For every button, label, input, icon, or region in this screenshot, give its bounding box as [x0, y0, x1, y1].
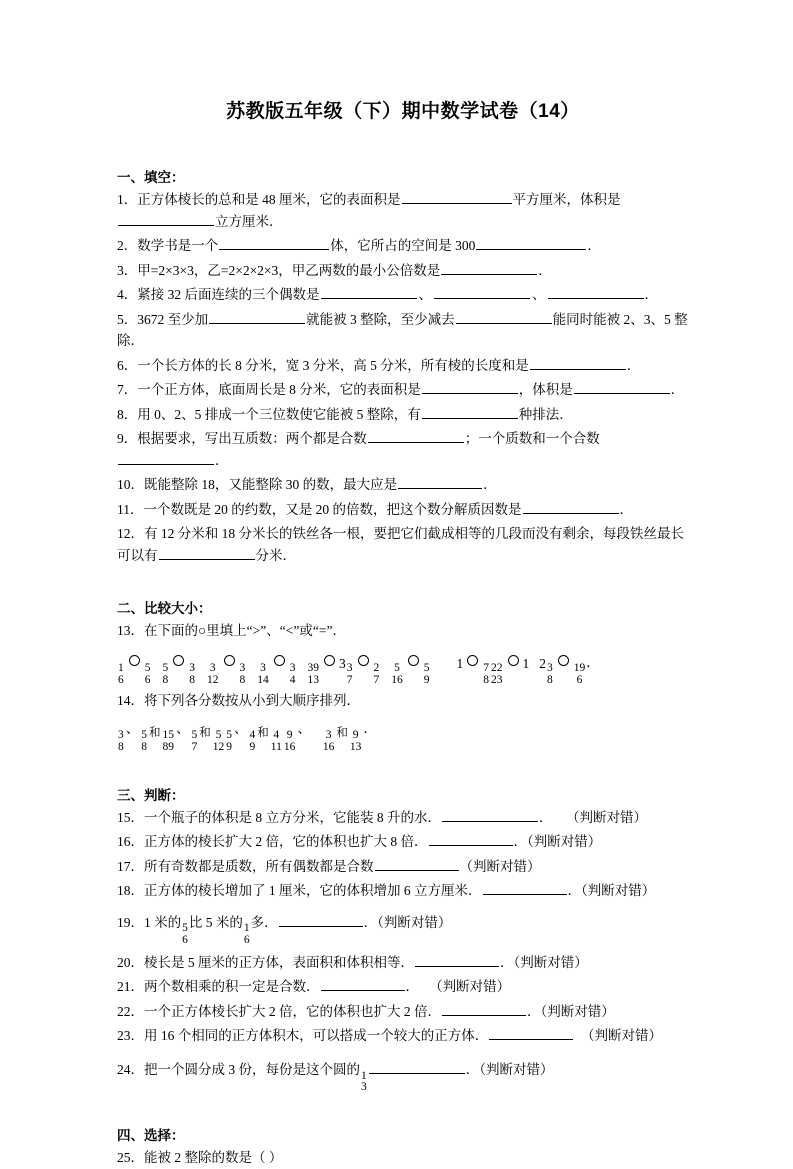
compare-pair-7: [390, 646, 430, 687]
whole-number-1: 1: [456, 655, 464, 671]
compare-pair-3: [206, 646, 246, 687]
order-he-4: 和: [336, 727, 348, 740]
section-heading-fill: 一、填空：: [117, 170, 185, 185]
q25-text: 能被 2 整除的数是（ ）: [144, 1150, 283, 1166]
fraction-3-8-b: 3 8: [239, 662, 246, 687]
question-15: [117, 804, 689, 829]
fraction-4-9-order: 4 9: [249, 729, 256, 753]
fraction-5-6: 5 6: [144, 662, 151, 687]
q5-blank-1[interactable]: [209, 310, 305, 324]
q5-text-b: 就能被 3 整除，至少减去: [306, 311, 455, 327]
q4-text-end: ．: [644, 287, 658, 302]
q13-number: 13．: [117, 623, 144, 638]
compare-pair-2: [162, 646, 197, 687]
compare-circle-5[interactable]: [324, 655, 335, 666]
q1-blank-1[interactable]: [402, 190, 512, 204]
q24-number: 24．: [117, 1061, 144, 1077]
q19-blank[interactable]: [279, 913, 363, 927]
exam-paper: [117, 0, 689, 1169]
question-14-prompt: [117, 687, 689, 712]
q15-text: 一个瓶子的体积是 8 立方分米，它能装 8 升的水．: [144, 809, 441, 825]
fraction-5-9: 5 9: [423, 662, 430, 687]
q15-after: ．: [539, 809, 553, 825]
q9-number: 9．: [117, 431, 138, 446]
q23-tag: （判断对错）: [581, 1028, 662, 1044]
fraction-1-3-q24: 1 3: [361, 1069, 367, 1094]
q19-text-b: 比 5 米的: [188, 914, 243, 930]
fraction-1-6: 1 6: [118, 662, 124, 687]
fraction-5-8-order: 5 8: [141, 729, 147, 753]
q19-tag: （判断对错）: [377, 914, 452, 930]
q21-number: 21．: [117, 979, 144, 995]
q18-text: 正方体的棱长增加了 1 厘米，它的体积增加 6 立方厘米．: [144, 883, 482, 899]
q11-text-b: ．: [619, 501, 633, 517]
q7-number: 7．: [117, 382, 138, 397]
compare-circle-7[interactable]: [408, 655, 419, 666]
question-14-fraction-list: [117, 711, 689, 753]
whole-number-3: 3: [339, 655, 346, 671]
q21-tag: （判断对错）: [429, 979, 511, 995]
fraction-4-11-order: 4 11: [270, 729, 282, 753]
compare-pair-5: [307, 646, 346, 687]
q8-text-a: 用 0、2、5 排成一个三位数使它能被 5 整除，有: [137, 406, 421, 422]
fraction-7-8: 7 8: [483, 662, 489, 687]
q16-blank[interactable]: [429, 832, 513, 846]
compare-circle-2[interactable]: [173, 655, 184, 666]
q22-tag: （判断对错）: [540, 1003, 615, 1019]
q6-text-b: ．: [626, 357, 641, 373]
fraction-9-13-order: 9 13: [349, 729, 362, 753]
q10-text-a: 既能整除 18，又能整除 30 的数，最大应是: [144, 477, 398, 492]
q1-number: 1．: [117, 192, 138, 207]
question-5: [117, 306, 689, 352]
q17-text: 所有奇数都是质数，所有偶数都是合数: [144, 858, 374, 874]
q22-number: 22．: [117, 1003, 144, 1019]
compare-circle-3[interactable]: [224, 655, 235, 666]
compare-pair-4: [256, 646, 296, 687]
compare-circle-4[interactable]: [274, 655, 285, 666]
q20-number: 20．: [117, 954, 144, 970]
compare-pair-6: [346, 646, 381, 687]
fraction-19-6: 19 6: [573, 662, 586, 687]
q22-text: 一个正方体棱长扩大 2 倍，它的体积也扩大 2 倍．: [144, 1003, 441, 1019]
fraction-15-89-order: 15 89: [162, 729, 174, 753]
q12-number: 12．: [117, 526, 144, 541]
q11-number: 11．: [117, 501, 144, 517]
q2-blank-1[interactable]: [219, 236, 329, 250]
q4-number: 4．: [117, 287, 138, 302]
q11-blank-1[interactable]: [523, 500, 619, 514]
q20-text: 棱长是 5 厘米的正方体，表面积和体积相等．: [144, 954, 414, 970]
q18-blank[interactable]: [483, 881, 567, 895]
q4-text-a: 紧接 32 后面连续的三个偶数是: [137, 287, 320, 302]
q16-text: 正方体的棱长扩大 2 倍，它的体积也扩大 8 倍．: [144, 834, 428, 850]
question-21: [117, 973, 689, 998]
compare-circle-9[interactable]: [508, 655, 519, 666]
question-9: [117, 425, 689, 471]
q24-text-a: 把一个圆分成 3 份，每份是这个圆的: [144, 1061, 360, 1077]
q2-text-a: 数学书是一个: [137, 238, 219, 253]
q3-text-a: 甲=2×3×3，乙=2×2×2×3，甲乙两数的最小公倍数是: [137, 262, 441, 278]
q18-number: 18．: [117, 883, 144, 899]
q1-text-b: 平方厘米，体积是: [512, 192, 621, 207]
q18-after: ．: [567, 883, 581, 899]
q6-number: 6．: [117, 357, 138, 373]
q12-text-b: 分米．: [255, 548, 296, 563]
q16-number: 16．: [117, 834, 144, 850]
order-he-2: 和: [199, 727, 211, 740]
q18-tag: （判断对错）: [581, 883, 656, 899]
fraction-5-12-order: 5 12: [212, 729, 225, 753]
fraction-3-14: 3 14: [257, 662, 269, 687]
section-fill-in-blank: [117, 123, 689, 567]
q7-blank-2[interactable]: [574, 380, 670, 394]
q19-after: ．: [363, 914, 378, 930]
page-title: 苏教版五年级（下）期中数学试卷（14）: [226, 101, 580, 122]
order-sep-2: 、: [176, 721, 190, 737]
q13-prompt-text: 在下面的○里填上“>”、“<”或“=”．: [144, 623, 346, 638]
q5-text-a: 3672 至少加: [137, 311, 209, 327]
q4-blank-2[interactable]: [434, 285, 530, 299]
q9-blank-2[interactable]: [118, 451, 214, 465]
question-22: [117, 998, 689, 1023]
question-19: [117, 902, 689, 947]
q21-blank[interactable]: [321, 977, 405, 991]
q20-after: ．: [500, 954, 514, 970]
fraction-5-16: 5 16: [391, 662, 403, 687]
q20-blank[interactable]: [415, 953, 499, 967]
q12-blank-1[interactable]: [159, 546, 255, 560]
q6-text-a: 一个长方体的长 8 分米，宽 3 分米，高 5 分米，所有棱的长度和是: [137, 357, 529, 373]
q17-number: 17．: [117, 858, 144, 874]
section-judge: [117, 754, 689, 1095]
whole-number-1-b: 1: [522, 655, 530, 671]
section-heading-choice: 四、选择：: [117, 1128, 185, 1144]
order-he-1: 和: [149, 727, 161, 740]
q3-blank-1[interactable]: [441, 261, 537, 275]
q12-text-a: 有 12 分米和 18 分米长的铁丝各一根，要把它们截成相等的几段而没有剩余，每段铁丝最长可以有: [117, 526, 684, 563]
q10-text-b: ．: [483, 477, 497, 492]
q1-text-c: 立方厘米．: [215, 213, 283, 229]
q10-number: 10．: [117, 477, 144, 492]
q15-blank[interactable]: [442, 808, 538, 822]
q2-number: 2．: [117, 238, 138, 253]
section-heading-judge: 三、判断：: [117, 787, 185, 803]
fraction-3-8-c: 3 8: [547, 662, 553, 687]
compare-pair-1: [117, 646, 152, 687]
q7-text-c: ．: [670, 382, 685, 397]
question-25: [117, 1144, 689, 1169]
q20-tag: （判断对错）: [513, 954, 588, 970]
q2-text-b: 体，它所占的空间是 300: [330, 238, 476, 253]
q15-tag: （判断对错）: [566, 809, 647, 825]
q14-number: 14．: [117, 692, 144, 708]
q21-after: ．: [405, 979, 419, 995]
q5-number: 5．: [117, 311, 138, 327]
q9-text-b: ；一个质数和一个合数: [464, 431, 600, 446]
q22-after: ．: [527, 1003, 541, 1019]
fraction-5-7-order: 5 7: [191, 729, 198, 753]
question-24: [117, 1047, 689, 1094]
compare-pair-9: [490, 646, 529, 687]
fraction-3-8-order: 3 8: [118, 729, 124, 753]
question-10: [117, 471, 689, 496]
fraction-3-12: 3 12: [207, 662, 219, 687]
q15-number: 15．: [117, 809, 144, 825]
q8-number: 8．: [117, 406, 138, 422]
compare-circle-10[interactable]: [558, 655, 569, 666]
section-compare: [117, 567, 689, 754]
fraction-22-23: 22 23: [491, 662, 503, 687]
question-2: [117, 232, 689, 257]
question-7: [117, 376, 689, 401]
fraction-3-4: 3 4: [289, 662, 296, 687]
q5-text-c: 能同时能被 2、3、5 整除．: [117, 311, 688, 348]
q4-blank-3[interactable]: [548, 285, 644, 299]
fraction-39-13: 39 13: [307, 662, 319, 687]
q14-prompt-text: 将下列各分数按从小到大顺序排列．: [144, 692, 360, 708]
q19-text-a: 1 米的: [144, 914, 182, 930]
q1-text-a: 正方体棱长的总和是 48 厘米，它的表面积是: [137, 192, 401, 207]
q8-text-b: 种排法．: [518, 406, 573, 422]
compare-circle-6[interactable]: [358, 655, 369, 666]
compare-pair-8: [457, 646, 491, 687]
q11-text-a: 一个数既是 20 的约数，又是 20 的倍数，把这个数分解质因数是: [143, 501, 522, 517]
question-20: [117, 947, 689, 974]
compare-pair-10: [539, 646, 586, 687]
question-6: [117, 352, 689, 377]
q4-sep-2: 、: [532, 287, 546, 302]
question-16: [117, 828, 689, 853]
q17-blank[interactable]: [375, 857, 459, 871]
q9-text-a: 根据要求，写出互质数：两个都是合数: [137, 431, 367, 446]
q22-blank[interactable]: [442, 1002, 526, 1016]
fraction-5-9-order: 5 9: [226, 729, 232, 753]
fraction-3-7: 3 7: [346, 662, 353, 687]
question-23: [117, 1022, 689, 1047]
q23-text: 用 16 个相同的正方体积木，可以搭成一个较大的正方体．: [144, 1028, 489, 1044]
q24-tag: （判断对错）: [479, 1061, 554, 1077]
q5-blank-2[interactable]: [456, 310, 552, 324]
section-choice: [117, 1094, 689, 1169]
fraction-3-16-order: 3 16: [322, 729, 335, 753]
question-13-comparisons: [117, 642, 689, 687]
q9-blank-1[interactable]: [368, 429, 464, 443]
fraction-3-8: 3 8: [189, 662, 195, 687]
question-4: [117, 281, 689, 306]
order-he-3: 和: [257, 727, 269, 740]
q21-text: 两个数相乘的积一定是合数．: [144, 979, 320, 995]
q7-text-a: 一个正方体，底面周长是 8 分米，它的表面积是: [137, 382, 421, 397]
question-1: [117, 186, 689, 232]
q3-text-b: ．: [538, 262, 552, 278]
q7-text-b: ，体积是: [518, 382, 573, 397]
order-sep-3: 、: [234, 721, 248, 737]
q19-text-c: 多．: [250, 914, 278, 930]
question-17: [117, 853, 689, 878]
fraction-1-6-q19: 1 6: [243, 922, 250, 947]
q3-number: 3．: [117, 262, 138, 278]
q25-number: 25．: [117, 1150, 144, 1166]
question-12: [117, 520, 689, 567]
compare-circle-1[interactable]: [129, 655, 140, 666]
q2-blank-2[interactable]: [476, 236, 586, 250]
q23-number: 23．: [117, 1028, 144, 1044]
q24-after: ．: [465, 1061, 480, 1077]
q4-blank-1[interactable]: [321, 285, 417, 299]
q10-blank-1[interactable]: [398, 475, 482, 489]
q9-text-c: ．: [215, 452, 229, 468]
q13-end-punct: ．: [586, 654, 600, 670]
q24-blank[interactable]: [369, 1060, 465, 1074]
q4-sep-1: 、: [418, 287, 432, 302]
q8-blank-1[interactable]: [422, 405, 518, 419]
fraction-5-8: 5 8: [162, 662, 169, 687]
question-11: [117, 496, 689, 521]
order-sep-4: 、: [297, 721, 311, 737]
q17-tag: （判断对错）: [459, 858, 541, 874]
q23-blank[interactable]: [489, 1026, 573, 1040]
question-8: [117, 401, 689, 426]
q16-after: ．: [513, 834, 527, 850]
compare-circle-8[interactable]: [467, 655, 478, 666]
question-18: [117, 877, 689, 902]
question-13-prompt: [117, 617, 689, 642]
question-3: [117, 257, 689, 282]
mixed-whole-2: 2: [539, 655, 546, 671]
fraction-5-6-q19: 5 6: [182, 922, 188, 947]
section-heading-compare: 二、比较大小：: [117, 601, 212, 616]
q1-blank-2[interactable]: [118, 212, 214, 226]
order-sep-1: 、: [125, 721, 140, 737]
q2-text-c: ．: [587, 238, 601, 253]
q19-number: 19．: [117, 914, 144, 930]
fraction-9-16-order: 9 16: [283, 729, 296, 753]
order-sep-5: ．: [363, 721, 377, 737]
q16-tag: （判断对错）: [527, 834, 602, 850]
fraction-2-7: 2 7: [373, 662, 380, 687]
q7-blank-1[interactable]: [422, 380, 518, 394]
q6-blank-1[interactable]: [530, 356, 626, 370]
